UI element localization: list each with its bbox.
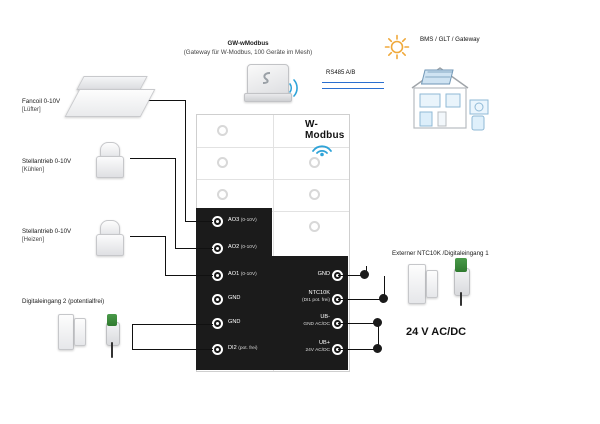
terminal-port-empty xyxy=(217,157,228,168)
terminal-port-di2[interactable] xyxy=(212,344,223,355)
terminal-detail-ao1: (0-10V) xyxy=(240,272,257,277)
junction-ub-minus xyxy=(373,318,382,327)
terminal-label-gnd-r: GND xyxy=(317,271,330,277)
wire-cool-in xyxy=(175,248,213,249)
terminal-detail-ao3: (0-10V) xyxy=(240,218,257,223)
bus-line-b xyxy=(322,88,384,89)
terminal-detail-ntc10k: (DI1 pot. frei) xyxy=(302,298,330,303)
wire-heat-in xyxy=(165,275,213,276)
terminal-label-ub-plus: UB+ xyxy=(318,340,330,346)
terminal-label-gnd-1: GND xyxy=(228,295,241,301)
label-gateway-name: GW-wModbus xyxy=(227,40,269,47)
junction-ntc xyxy=(379,294,388,303)
actuator-valve-icon-heat xyxy=(96,220,124,256)
wmodbus-title: W-Modbus xyxy=(305,119,345,141)
terminal-port-ao1[interactable] xyxy=(212,270,223,281)
bus-line-a xyxy=(322,82,384,83)
sun-icon xyxy=(384,34,410,60)
terminal-port-empty xyxy=(217,125,228,136)
wire-fancoil-in xyxy=(185,221,213,222)
terminal-label-ntc10k: NTC10K xyxy=(308,290,330,296)
water-tank-icon xyxy=(472,116,484,130)
wire-heat xyxy=(130,236,165,237)
label-rs485: RS485 A/B xyxy=(326,70,356,76)
label-bms: BMS / GLT / Gateway xyxy=(420,36,480,43)
actuator-valve-icon-cool xyxy=(96,142,124,178)
solar-panel-icon xyxy=(422,70,453,84)
label-24v-supply: 24 V AC/DC xyxy=(406,326,467,338)
wire-heat-v xyxy=(165,236,166,275)
wire-di2 xyxy=(132,349,213,350)
terminal-port-ao2[interactable] xyxy=(212,243,223,254)
terminal-port-gnd-2[interactable] xyxy=(212,318,223,329)
wireless-signal-icon xyxy=(309,137,335,157)
label-gateway-subtitle: (Gateway für W-Modbus, 100 Geräte im Mesh) xyxy=(183,49,313,56)
wire-cool xyxy=(130,158,175,159)
wire-ub-minus xyxy=(338,323,378,324)
terminal-label-di2: DI2 xyxy=(228,345,237,351)
terminal-label-gnd-2: GND xyxy=(228,319,241,325)
label-stellantrieb-heizen: Stellantrieb 0-10V [Heizen] xyxy=(22,228,72,243)
junction-ub-plus xyxy=(373,344,382,353)
label-stellantrieb-kuehlen: Stellantrieb 0-10V [Kühlen] xyxy=(22,158,72,173)
terminal-detail-ao2: (0-10V) xyxy=(240,245,257,250)
label-digitaleingang-2: Digitaleingang 2 (potentialfrei) xyxy=(22,298,105,305)
wire-ntc10k xyxy=(338,299,384,300)
terminal-label-ao1: AO1 xyxy=(228,271,240,277)
wire-di2-gnd xyxy=(132,324,213,325)
wire-di2-link xyxy=(132,324,133,349)
label-externer-ntc10k: Externer NTC10K /Digitaleingang 1 xyxy=(392,250,489,257)
terminal-port-empty xyxy=(217,189,228,200)
terminal-detail-di2: (pot. frei) xyxy=(238,346,258,351)
junction-gnd xyxy=(360,270,369,279)
building-icon xyxy=(404,58,496,134)
wireless-signal-icon-gateway xyxy=(288,76,314,100)
terminal-detail-ub-plus: 24V AC/DC xyxy=(305,348,330,353)
terminal-port-gnd-1[interactable] xyxy=(212,294,223,305)
wire-fancoil-v xyxy=(185,100,186,222)
terminal-detail-ub-minus: GND AC/DC xyxy=(303,322,330,327)
terminal-port-empty xyxy=(309,189,320,200)
wire-cool-v xyxy=(175,158,176,248)
heatpump-icon xyxy=(470,100,488,114)
terminal-label-ao2: AO2 xyxy=(228,244,240,250)
terminal-label-ao3: AO3 xyxy=(228,217,240,223)
terminal-port-empty xyxy=(309,221,320,232)
terminal-port-empty xyxy=(309,157,320,168)
label-fancoil: Fancoil 0-10V [Lüfter] xyxy=(22,98,61,113)
terminal-label-ub-minus: UB- xyxy=(320,314,330,320)
cassette-fancoil-icon xyxy=(72,76,148,117)
wire-ub-plus xyxy=(338,349,378,350)
terminal-port-ao3[interactable] xyxy=(212,216,223,227)
